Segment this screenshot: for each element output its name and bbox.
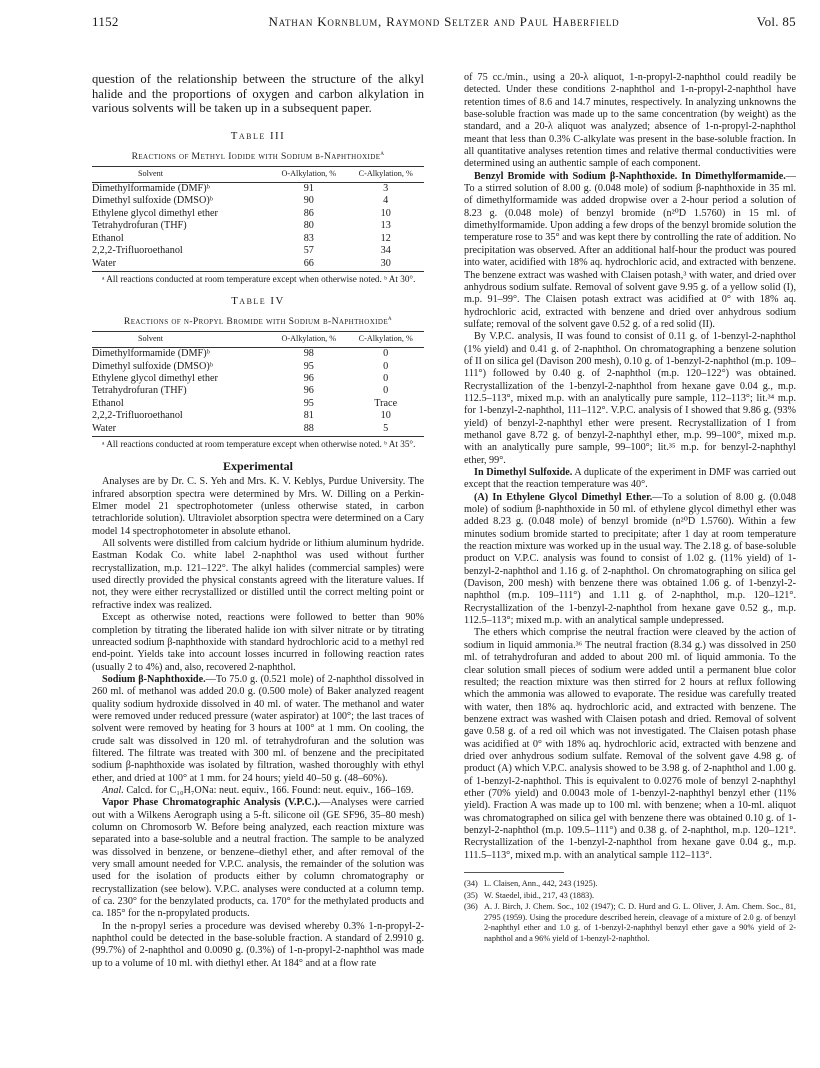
table-row [92,423,424,437]
table-iv-body [92,348,424,437]
reference-text: W. Staedel, ibid., 217, 43 (1883). [484,890,595,900]
table-iv-caption-mark: a [388,314,393,323]
o-alkylation-cell: 86 [303,207,314,219]
table-iii-title: Table III [230,129,286,142]
solvent-cell: Tetrahydrofuran (THF) [92,220,187,232]
table-iv [92,295,424,450]
table-row [92,410,424,422]
solvent-cell: Dimethylformamide (DMF)ᵇ [92,183,210,195]
o-alkylation-cell: 88 [270,423,347,437]
c-alkylation-cell: 10 [380,410,391,422]
o-alkylation-cell: 81 [303,410,314,422]
table-row [92,373,424,385]
runin-heading: Anal. [102,784,124,796]
body-paragraph [92,797,424,920]
o-alkylation-cell: 91 [303,183,314,195]
paragraph-text: —To a solution of 8.00 g. (0.048 mole) of sodium β-naphthoxide in 50 ml. of ethylene glycol dimethyl ether was added 8.23 g. (0.048 mole) of benzyl bromide (n²⁰D 1.5760). Within a few minutes sodium bromide started to precipitate; after 1 day at room temperature the reaction mixture was worked up in the usual way. The 2.18 g. of base-soluble product on V.P.C. analysis was found to consist of 1.02 g. (11% yield) of 1-benzyl-2-naphthol and 1.16 g. of 2-naphthol. On chromatographing on silica gel (Davison, 200 mesh) with benzene there was obtained 1.06 g. of 1-benzyl-2-naphthol (m.p. 109–111°) and 1.11 g. of 2-naphthol, m.p. 120–121°. Recrystallization of the 1-benzyl-2-naphthol from hexane gave 0.52 g., m.p. 112.5–113°; mixed m.p. with an analytical sample undepressed. [464,491,796,627]
c-alkylation-cell: 0 [383,385,389,397]
body-paragraph: Analyses are by Dr. C. S. Yeh and Mrs. K. V. Keblys, Purdue University. The infrared absorption spectra were determined by Mrs. W. Dilling on a Perkin-Elmer model 21 spectrophotometer (unless otherwise stated, in carbon tetrachloride solution). Ultraviolet absorption spectra were determined on a Cary model 14 spectrophotometer in absolute ethanol. [92,476,424,537]
running-head [92,14,796,34]
table-iii-caption [92,147,424,164]
o-alkylation-cell: 96 [303,385,314,397]
table-header-row [92,166,424,182]
body-paragraph: By V.P.C. analysis, II was found to consist of 0.11 g. of 1-benzyl-2-naphthol (1% yield) and 0.41 g. of 2-naphthol. On chromatographing a benzene solution of II on silica gel (Davison 200 mesh), 0.10 g. of 1-benzyl-2-naphthol (m.p. 109–111°) followed by 0.40 g. of 2-naphthol (m.p. 120–122°) was obtained. Recrystallization of the 1-benzyl-2-naphthol from hexane gave 0.04 g., m.p. 112.5–113°, mixed m.p. with an analytically pure sample, 112–113°; lit.³⁴ m.p. for 1-benzyl-2-naphthol, 111–112°. V.P.C. analysis of I showed that 9.86 g. (93% yield) of benzyl-2-naphthyl ether were present. Recrystallization of I from methanol gave 8.72 g. of benzyl-2-naphthyl ether, m.p. 99–100°, mixed m.p. with an analytically pure sample, 99–100°; lit.³⁵ m.p. for benzyl-2-naphthyl ether, 99°. [464,331,796,466]
table-iv-footnote: ᵃ All reactions conducted at room temperature except when otherwise noted. ᵇ At 35°. [102,439,416,450]
solvent-cell: Ethanol [92,397,124,409]
c-alkylation-cell: 13 [380,220,391,232]
table-row [92,195,424,207]
body-paragraph [464,492,796,628]
c-alkylation-cell: 30 [347,258,424,272]
page-number: 1152 [92,14,119,29]
table-row [92,398,424,410]
solvent-cell: Ethanol [92,232,124,244]
c-alkylation-cell: 0 [383,373,389,384]
paragraph-text: —To 75.0 g. (0.521 mole) of 2-naphthol dissolved in 260 ml. of methanol was added 20.0 g. (0.500 mole) of Baker analyzed reagent quality sodium hydroxide dissolved in 40 ml. of water. The methanol and water were removed under reduced pressure (water aspirator) at 100°; the last traces of solvent were removed by heating for 3 hours at 100° at 1 mm. On cooling, the crude salt was dissolved in 120 ml. of tetrahydrofuran and the solution was filtered. The filtrate was treated with 300 ml. of benzene and the precipitated sodium β-naphthoxide was isolated by filtration, washed thoroughly with ethyl ether, and dried at 100° at 1 mm. for 24 hours; yield 40–50 g. (48–60%). [92,673,424,784]
table-iii-body [92,183,424,272]
paragraph-text: —To a stirred solution of 8.00 g. (0.048 mole) of sodium β-naphthoxide in 35 ml. of dimethylformamide was added dropwise over a 2-hour period a solution of 8.23 g. (0.048 mole) of benzyl bromide (n²⁰D 1.5760) in 15 ml. of dimethylformamide. Upon adding a few drops of the benzyl bromide solution the temperature rose to 35° and was kept there by controlling the rate of addition. No precipitation was observed. After an additional half-hour the product was poured into water, acidified with 18% aq. hydrochloric acid, and extracted with benzene. The benzene extract was washed with Claisen potash,³ with water, and dried over anhydrous sodium sulfate. Removal of solvent gave 9.95 g. of a yellow solid (I), m.p. 91–99°. The Claisen potash extract was acidified at 0° with 18% aq. hydrochloric acid, extracted with benzene and dried over anhydrous sodium sulfate; removal of the solvent gave 0.52 g. of a red solid (II). [464,170,796,330]
body-paragraph: In the n-propyl series a procedure was devised whereby 0.3% 1-n-propyl-2-naphthol could be detected in the base-soluble fraction. A standard of 2.9910 g. (99.7%) of 2-naphthol and 0.0090 g. (0.3%) of 1-n-propyl-2-naphthol was made up to a volume of 10 ml. with diethyl ether. At 184° and at a flow rate [92,920,424,969]
solvent-cell: Tetrahydrofuran (THF) [92,385,187,397]
table-iii-caption-mark: a [380,149,385,158]
solvent-cell: Ethylene glycol dimethyl ether [92,373,218,384]
reference-list [464,879,796,945]
running-head-authors: Nathan Kornblum, Raymond Seltzer and Paul Haberfield [268,14,620,29]
table-row [92,245,424,257]
table-iv-caption-text: Reactions of n-Propyl Bromide with Sodium β-Naphthoxide [123,316,389,328]
paragraph-text: —Analyses were carried out with a Wilkens Aerograph using a 5-ft. silicone oil (GE SF96, 35–80 mesh) column on Chromosorb W. Before being analyzed, each reaction mixture was separated into a base-soluble and a neutral fraction. The sample to be analyzed was dissolved in benzene, or benzene–diethyl ether, and after removal of the very small amount needed for V.P.C. analysis, the remainder of the solution was used for the isolation of products either by column chromatography or recrystallization (see below). V.P.C. analyses were conducted at a column temp. of ca. 230° for the benzylated products, ca. 170° for the methylated products and ca. 185° for the n-propylated products. [92,797,424,920]
table-iii-caption-text: Reactions of Methyl Iodide with Sodium β-Naphthoxide [131,151,381,163]
reference-number: (35) [464,890,478,900]
table-row [92,385,424,397]
solvent-cell: Dimethyl sulfoxide (DMSO)ᵇ [92,195,213,207]
body-paragraph [464,467,796,492]
c-alkylation-cell: 3 [383,183,389,195]
volume-number: Vol. 85 [756,14,796,29]
body-paragraph: All solvents were distilled from calcium hydride or lithium aluminum hydride. Eastman Kodak Co. white label 2-naphthol was used without further recrystallization, m.p. 121–122°. The alkyl halides (commercial samples) were used directly provided the physical constants agreed with the literature values. If not, they were either recrystallized or distilled until the correct melting point or refractive index was realized. [92,538,424,611]
solvent-cell: Dimethyl sulfoxide (DMSO)ᵇ [92,360,213,372]
body-paragraph: The ethers which comprise the neutral fraction were cleaved by the action of sodium in liquid ammonia.³⁶ The neutral fraction (8.34 g.) was dissolved in 250 ml. of tetrahydrofuran and added to about 200 ml. of liquid ammonia. To the clear solution small pieces of sodium were added until a permanent blue color resulted; the reaction mixture was then stirred for 2 hours at reflux following which the ammonia was allowed to evaporate. The residue was carefully treated with water, then 18% aq. hydrochloric acid, and extracted with benzene. The benzene extract was washed with Claisen potash and dried. Removal of solvent gave 0.58 g. of a red oil which was not investigated. The Claisen potash phase was acidified at 0° with 18% aq. hydrochloric acid, extracted with benzene and dried over anhydrous sodium sulfate. Removal of the solvent gave 4.98 g. of product (A) which V.P.C. analysis showed to be 3.98 g. of 2-naphthol and 1.00 g. of 1-benzyl-2-naphthol. This is equivalent to 0.0276 mole of benzyl 2-naphthyl ether (70% yield) and 0.0043 mole of 1-benzyl-2-naphthyl benzyl ether (11% yield). Fraction A was made up to 100 ml. with benzene; when a 10-ml. aliquot was chromatographed on silica gel with benzene there was obtained 0.10 g. of 1-benzyl-2-naphthol (m.p. 109.5–111°) and 0.38 g. of 2-naphthol, m.p. 120–121°. Recrystallization of the 1-benzyl-2-naphthol from hexane gave 0.04 g., m.p. 111.5–113°, mixed m.p. with an analytical sample 112–113°. [464,627,796,861]
table-row [92,233,424,245]
intro-paragraph: question of the relationship between the structure of the alkyl halide and the proportions of oxygen and carbon alkylation in various solvents will be taken up in a subsequent paper. [92,72,424,116]
o-alkylation-cell: 95 [303,397,314,409]
table-iii-footnote: ᵃ All reactions conducted at room temperature except when otherwise noted. ᵇ At 30°. [102,273,416,284]
o-alkylation-cell: 90 [303,195,314,207]
table-iii-grid [92,166,424,272]
o-alkylation-cell: 95 [303,360,314,372]
c-alkylation-cell: 0 [383,348,389,360]
c-alkylation-cell: 5 [347,423,424,437]
reference-text: A. J. Birch, J. Chem. Soc., 102 (1947); C. D. Hurd and G. L. Oliver, J. Am. Chem. Soc., 81, 2795 (1959). Using the procedure described herein, cleavage of a mixture of 2.0 g. of benzyl 2-naphthyl ether and 1.0 g. of 1-benzyl-2-naphthyl benzyl ether gave a 90% yield of 2-naphthol and a 96% yield of 1-benzyl-2-naphthol. [484,902,796,943]
paragraph-text: Calcd. for C₁₀H₇ONa: neut. equiv., 166. Found: neut. equiv., 166–169. [123,784,414,796]
table-row [92,220,424,232]
table-iii [92,130,424,285]
o-alkylation-cell: 66 [270,258,347,272]
c-alkylation-cell: Trace [374,397,398,409]
table-header-row [92,331,424,347]
reference-entry [464,902,796,944]
column-header: C-Alkylation, % [347,166,424,182]
table-row [92,183,424,196]
column-header: Solvent [92,166,270,182]
reference-entry [464,891,796,902]
o-alkylation-cell: 96 [303,373,314,384]
solvent-cell: Water [92,258,270,272]
table-row [92,258,424,272]
paragraph-text: A duplicate of the experiment in DMF was carried out except that the reaction temperature was 40°. [464,467,796,491]
solvent-cell: Water [92,423,270,437]
body-paragraph [92,674,424,785]
right-column [464,72,796,1062]
left-column [92,72,424,1062]
solvent-cell: Ethylene glycol dimethyl ether [92,207,218,219]
runin-heading: In Dimethyl Sulfoxide. [474,467,573,478]
runin-heading: Vapor Phase Chromatographic Analysis (V.P.C.). [102,797,321,809]
c-alkylation-cell: 12 [380,232,391,244]
c-alkylation-cell: 4 [383,195,389,207]
runin-heading: Sodium β-Naphthoxide. [102,673,206,685]
o-alkylation-cell: 83 [303,232,314,244]
body-paragraph: Except as otherwise noted, reactions were followed to better than 90% completion by titrating the liberated halide ion with silver nitrate or by titrating unreacted sodium β-naphthoxide with standard hydrochloric acid to a methyl red end-point. Yields take into account losses incurred in following reaction rates (usually 2 to 4%) and, also, recovered 2-naphthol. [92,612,424,673]
c-alkylation-cell: 0 [383,360,389,372]
table-row [92,348,424,361]
table-row [92,208,424,220]
o-alkylation-cell: 80 [303,220,314,232]
table-iv-grid [92,331,424,437]
body-paragraph: of 75 cc./min., using a 20-λ aliquot, 1-n-propyl-2-naphthol could readily be detected. Under these conditions 2-naphthol and 1-n-propyl-2-naphthol have retention times of 8.6 and 14.7 minutes, respectively. In analyzing unknowns the base-soluble fraction was made up to the same concentration (by weight) as the standard, and a 20-λ aliquot was analyzed; absence of 1-n-propyl-2-naphthol meant that less than 0.3% C-alkylate was present in the base-soluble fraction. In all quantitative analyses retention times and relative thermal conductivities were determined using an authentic sample of each component. [464,72,796,170]
c-alkylation-cell: 34 [380,245,391,257]
body-paragraph [464,171,796,331]
table-row [92,361,424,373]
table-iv-title: Table IV [231,294,285,307]
o-alkylation-cell: 98 [303,348,314,360]
reference-entry [464,879,796,890]
experimental-heading: Experimental [223,459,293,474]
o-alkylation-cell: 57 [303,245,314,257]
column-header: C-Alkylation, % [347,331,424,347]
column-header: Solvent [92,331,270,347]
reference-text: L. Claisen, Ann., 442, 243 (1925). [484,879,598,888]
solvent-cell: Dimethylformamide (DMF)ᵇ [92,348,210,360]
column-header: O-Alkylation, % [270,166,347,182]
solvent-cell: 2,2,2-Trifluoroethanol [92,410,183,422]
reference-number: (36) [464,902,478,912]
solvent-cell: 2,2,2-Trifluoroethanol [92,245,183,257]
footnote-rule [464,872,564,873]
body-paragraph [92,785,424,797]
c-alkylation-cell: 10 [380,207,391,219]
reference-number: (34) [464,879,478,888]
runin-heading: (A) In Ethylene Glycol Dimethyl Ether. [474,491,653,503]
table-iv-caption [92,312,424,329]
column-header: O-Alkylation, % [270,331,347,347]
runin-heading: Benzyl Bromide with Sodium β-Naphthoxide. In Dimethylformamide. [474,170,786,182]
